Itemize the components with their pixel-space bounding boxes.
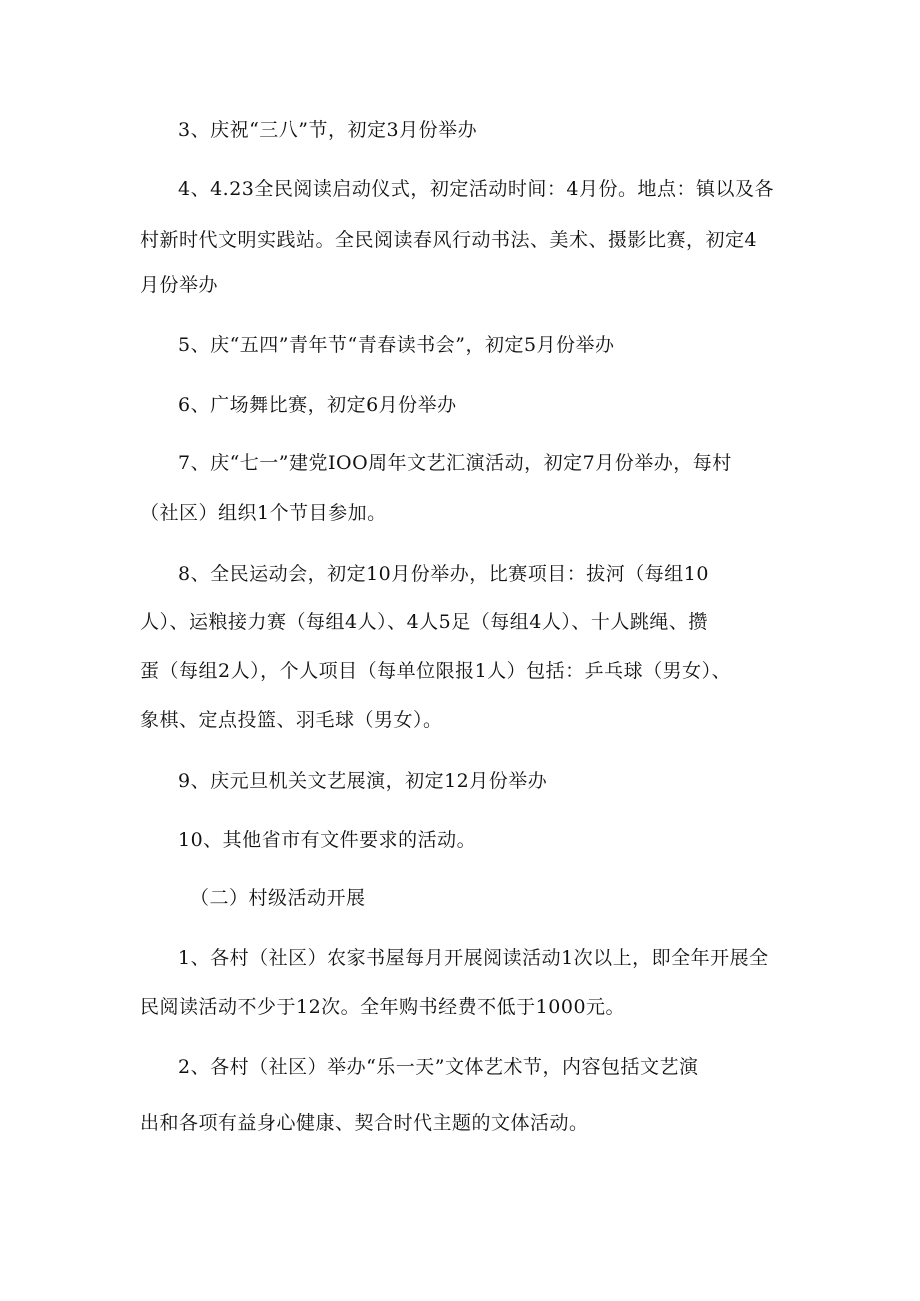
item-3-line-1: 3、庆祝“三八”节，初定3月份举办 xyxy=(178,119,478,141)
item-9-line-1: 9、庆元旦机关文艺展演，初定12月份举办 xyxy=(178,770,548,792)
item-7-line-2: （社区）组织1个节目参加。 xyxy=(140,502,387,524)
section-heading-village: （二）村级活动开展 xyxy=(190,887,366,909)
item-5-line-1: 5、庆“五四”青年节“青春读书会”，初定5月份举办 xyxy=(178,334,615,356)
village-item-1-line-2: 民阅读活动不少于12次。全年购书经费不低于1000元。 xyxy=(140,996,626,1018)
item-4-line-1: 4、4.23全民阅读启动仪式，初定活动时间：4月份。地点：镇以及各 xyxy=(178,178,774,200)
item-7-line-1: 7、庆“七一”建党IOO周年文艺汇演活动，初定7月份举办，每村 xyxy=(178,452,732,474)
item-8-line-3: 蛋（每组2人），个人项目（每单位限报1人）包括：乒乓球（男女）、 xyxy=(140,660,732,682)
item-8-line-2: 人）、运粮接力赛（每组4人）、4人5足（每组4人）、十人跳绳、攒 xyxy=(140,611,708,633)
village-item-2-line-1: 2、各村（社区）举办“乐一天”文体艺术节，内容包括文艺演 xyxy=(178,1056,699,1078)
item-4-line-3: 月份举办 xyxy=(140,274,219,296)
item-6-line-1: 6、广场舞比赛，初定6月份举办 xyxy=(178,394,457,416)
village-item-2-line-2: 出和各项有益身心健康、契合时代主题的文体活动。 xyxy=(140,1112,589,1134)
village-item-1-line-1: 1、各村（社区）农家书屋每月开展阅读活动1次以上，即全年开展全 xyxy=(178,947,769,969)
item-8-line-1: 8、全民运动会，初定10月份举办，比赛项目：拔河（每组10 xyxy=(178,563,709,585)
item-10-line-1: 10、其他省市有文件要求的活动。 xyxy=(178,829,477,851)
item-8-line-4: 象棋、定点投篮、羽毛球（男女）。 xyxy=(140,709,443,731)
item-4-line-2: 村新时代文明实践站。全民阅读春风行动书法、美术、摄影比赛，初定4 xyxy=(140,229,758,251)
